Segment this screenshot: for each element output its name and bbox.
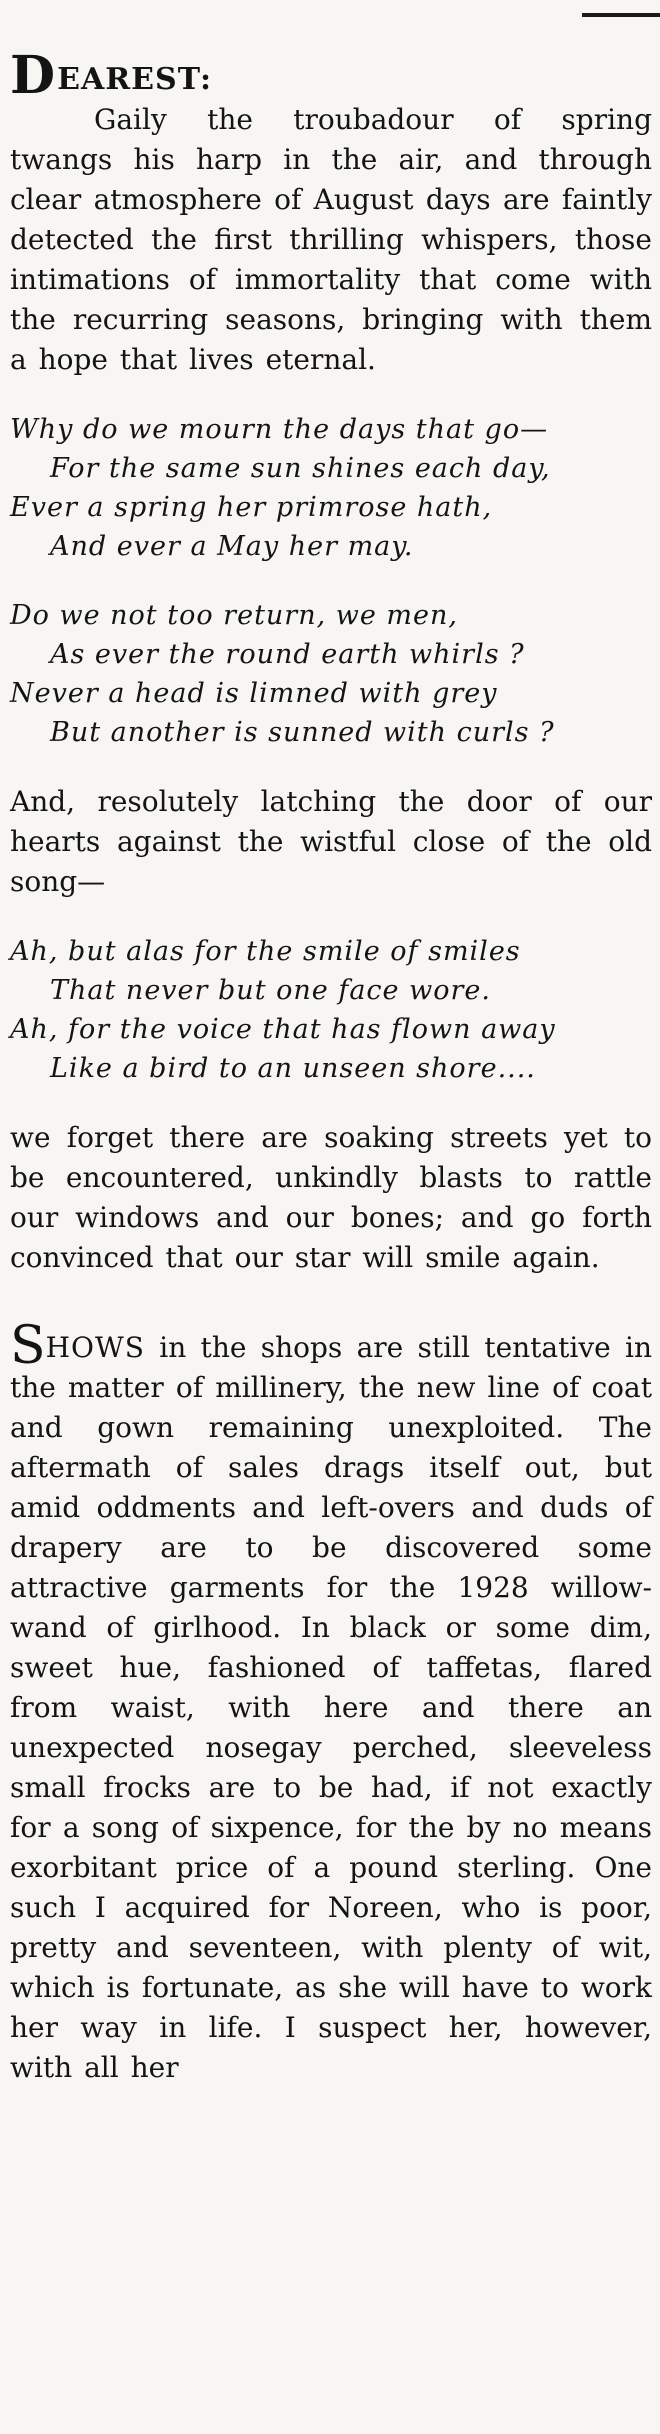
- salutation-initial: D: [10, 45, 57, 106]
- verse-line: That never but one face wore.: [50, 975, 491, 1006]
- shows-paragraph: [10, 1316, 652, 2088]
- verse-line: Why do we mourn the days that go—: [10, 414, 549, 445]
- verse-line: Ah, but alas for the smile of smiles: [10, 936, 521, 967]
- verse-line: Ah, for the voice that has flown away: [10, 1014, 556, 1045]
- shows-caps: HOWS: [45, 1331, 145, 1364]
- salutation: [10, 45, 652, 106]
- bridge-paragraph: And, resolutely latching the door of our hearts against the wistful close of the old song—: [10, 785, 652, 898]
- verse-line: Like a bird to an unseen shore....: [50, 1053, 536, 1084]
- column-top-rule: [582, 13, 660, 17]
- shows-initial: S: [10, 1316, 46, 1376]
- verse-two: [10, 596, 652, 752]
- closing-paragraph: we forget there are soaking streets yet to be encountered, unkindly blasts to rattle our windows and our bones; and go forth convinced that our star will smile again.: [10, 1121, 652, 1274]
- verse-line: As ever the round earth whirls ?: [50, 639, 525, 670]
- shows-body: in the shops are still tentative in the matter of millinery, the new line of coat and gown remaining unexploited. The aftermath of sales drags itself out, but amid oddments and left-overs and duds of drapery are to be discovered some attractive garments for the 1928 willow-wand of girlhood. In black or some dim, sweet hue, fashioned of taffetas, flared from waist, with here and there an unexpected nosegay perched, sleeveless small frocks are to be had, if not exactly for a song of sixpence, for the by no means exorbitant price of a pound sterling. One such I acquired for Noreen, who is poor, pretty and seventeen, with plenty of wit, which is fortunate, as she will have to work her way in life. I suspect her, however, with all her: [10, 1331, 652, 2084]
- verse-line: Ever a spring her primrose hath,: [10, 492, 493, 523]
- verse-line: And ever a May her may.: [50, 531, 414, 562]
- opening-paragraph: Gaily the troubadour of spring twangs his harp in the air, and through clear atmosphere of August days are faintly detected the first thrilling whispers, those intimations of immortality that come with the recurring seasons, bringing with them a hope that lives eternal.: [10, 103, 652, 376]
- verse-line: But another is sunned with curls ?: [50, 717, 555, 748]
- verse-line: For the same sun shines each day,: [50, 453, 551, 484]
- verse-three: [10, 932, 652, 1088]
- verse-one: [10, 410, 652, 566]
- verse-line: Do we not too return, we men,: [10, 600, 458, 631]
- verse-line: Never a head is limned with grey: [10, 678, 498, 709]
- salutation-rest: EAREST:: [57, 62, 213, 97]
